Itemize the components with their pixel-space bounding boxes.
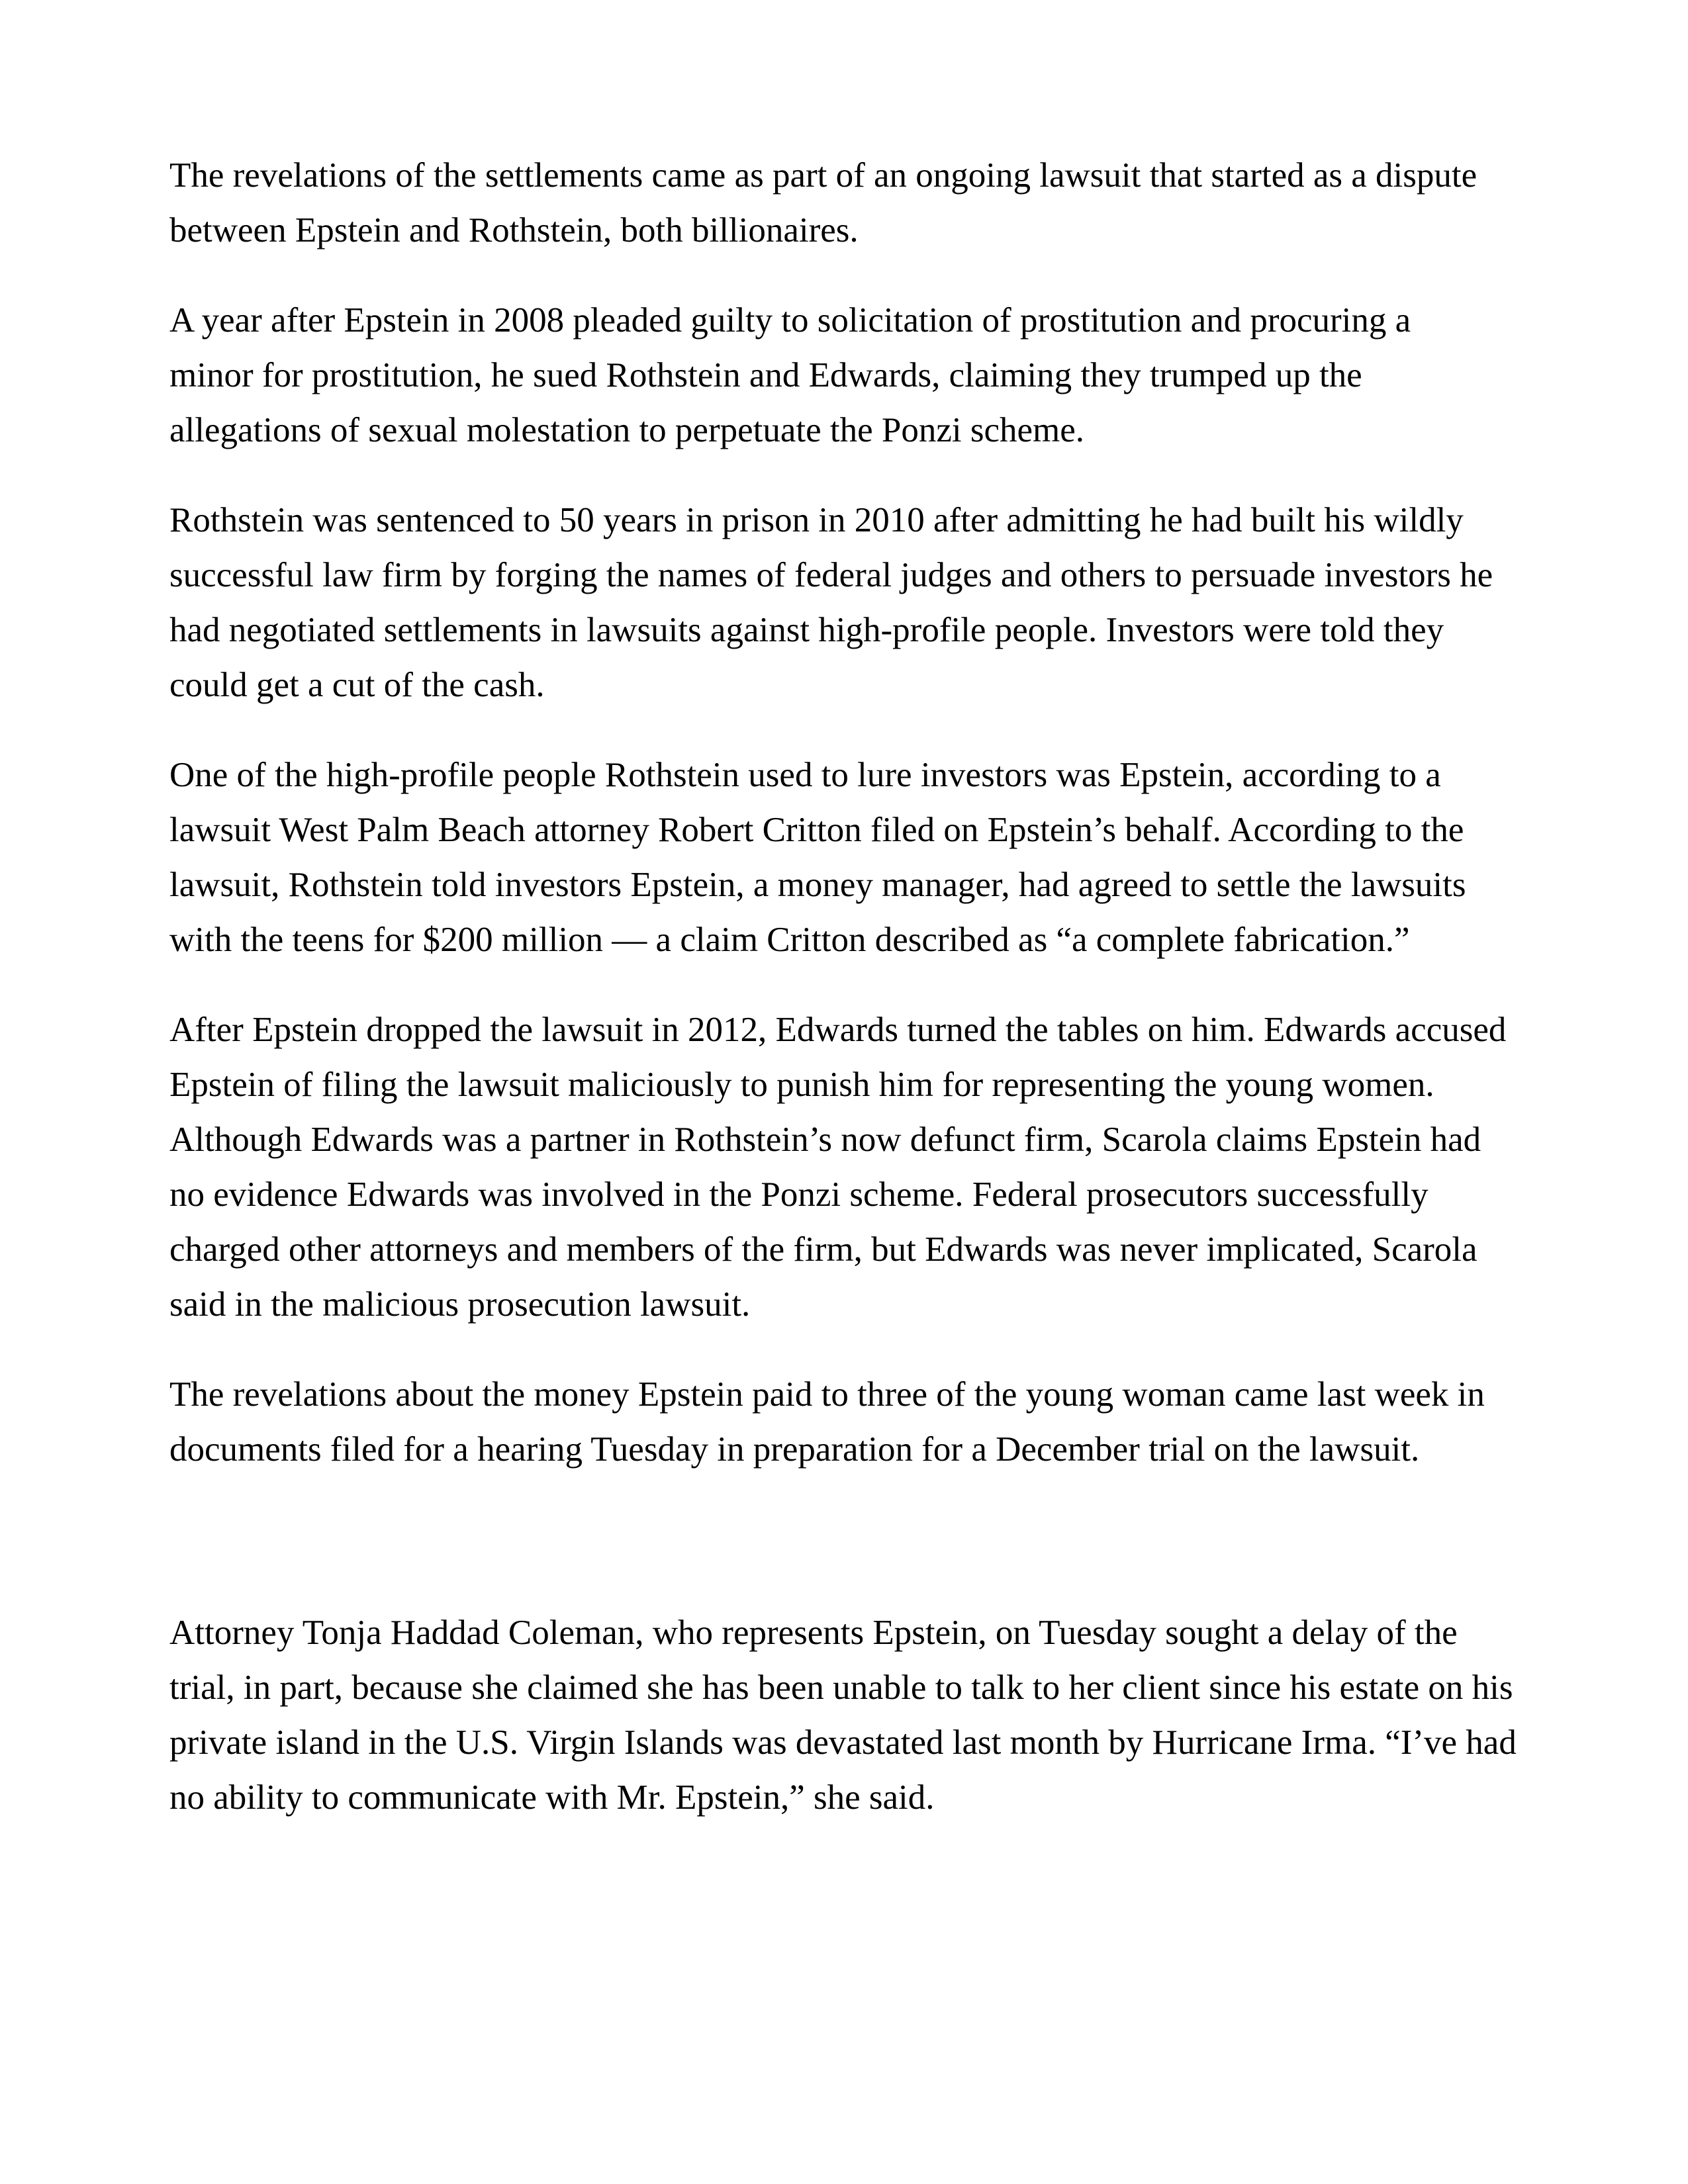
text-line: minor for prostitution, he sued Rothstein and Edwards, claiming they trumped up the bbox=[169, 356, 1362, 394]
text-line: successful law firm by forging the names of federal judges and others to persuade investors he bbox=[169, 556, 1493, 594]
paragraph-documents-filed bbox=[169, 1367, 1573, 1477]
paragraph-rothstein-sentenced bbox=[169, 493, 1573, 713]
paragraph-attorney-delay bbox=[169, 1606, 1573, 1825]
text-line: no evidence Edwards was involved in the Ponzi scheme. Federal prosecutors successfully bbox=[169, 1175, 1429, 1214]
paragraph-gap bbox=[169, 1512, 1573, 1606]
text-line: One of the high-profile people Rothstein used to lure investors was Epstein, according to a bbox=[169, 756, 1441, 794]
text-line: documents filed for a hearing Tuesday in preparation for a December trial on the lawsuit. bbox=[169, 1430, 1420, 1469]
text-line: lawsuit West Palm Beach attorney Robert Critton filed on Epstein’s behalf. According to the bbox=[169, 811, 1464, 849]
text-line: Rothstein was sentenced to 50 years in prison in 2010 after admitting he had built his wildly bbox=[169, 501, 1464, 539]
text-line: allegations of sexual molestation to perpetuate the Ponzi scheme. bbox=[169, 411, 1085, 449]
article-text-column bbox=[169, 148, 1573, 1860]
text-line: After Epstein dropped the lawsuit in 2012, Edwards turned the tables on him. Edwards accused bbox=[169, 1011, 1507, 1049]
text-line: trial, in part, because she claimed she has been unable to talk to her client since his estate on his bbox=[169, 1668, 1513, 1707]
text-line: Attorney Tonja Haddad Coleman, who represents Epstein, on Tuesday sought a delay of the bbox=[169, 1614, 1458, 1652]
text-line: between Epstein and Rothstein, both billionaires. bbox=[169, 211, 859, 250]
text-line: with the teens for $200 million — a claim Critton described as “a complete fabrication.” bbox=[169, 921, 1410, 959]
text-line: lawsuit, Rothstein told investors Epstein, a money manager, had agreed to settle the lawsuits bbox=[169, 866, 1466, 904]
text-line: The revelations of the settlements came as part of an ongoing lawsuit that started as a dispute bbox=[169, 156, 1477, 195]
paragraph-edwards-turned-tables bbox=[169, 1003, 1573, 1332]
paragraph-lure-investors bbox=[169, 748, 1573, 968]
text-line: Epstein of filing the lawsuit maliciously to punish him for representing the young women. bbox=[169, 1066, 1434, 1104]
text-line: no ability to communicate with Mr. Epstein,” she said. bbox=[169, 1778, 935, 1817]
text-line: could get a cut of the cash. bbox=[169, 666, 545, 704]
text-line: private island in the U.S. Virgin Islands was devastated last month by Hurricane Irma. “I’ve had bbox=[169, 1723, 1517, 1762]
paragraph-settlements-revelations bbox=[169, 148, 1573, 258]
paragraph-epstein-sued bbox=[169, 293, 1573, 458]
text-line: Although Edwards was a partner in Rothstein’s now defunct firm, Scarola claims Epstein had bbox=[169, 1120, 1481, 1159]
text-line: The revelations about the money Epstein paid to three of the young woman came last week in bbox=[169, 1375, 1485, 1414]
text-line: charged other attorneys and members of the firm, but Edwards was never implicated, Scarola bbox=[169, 1230, 1477, 1269]
text-line: A year after Epstein in 2008 pleaded guilty to solicitation of prostitution and procuring a bbox=[169, 301, 1411, 340]
text-line: said in the malicious prosecution lawsuit. bbox=[169, 1285, 751, 1324]
text-line: had negotiated settlements in lawsuits against high-profile people. Investors were told they bbox=[169, 611, 1444, 649]
